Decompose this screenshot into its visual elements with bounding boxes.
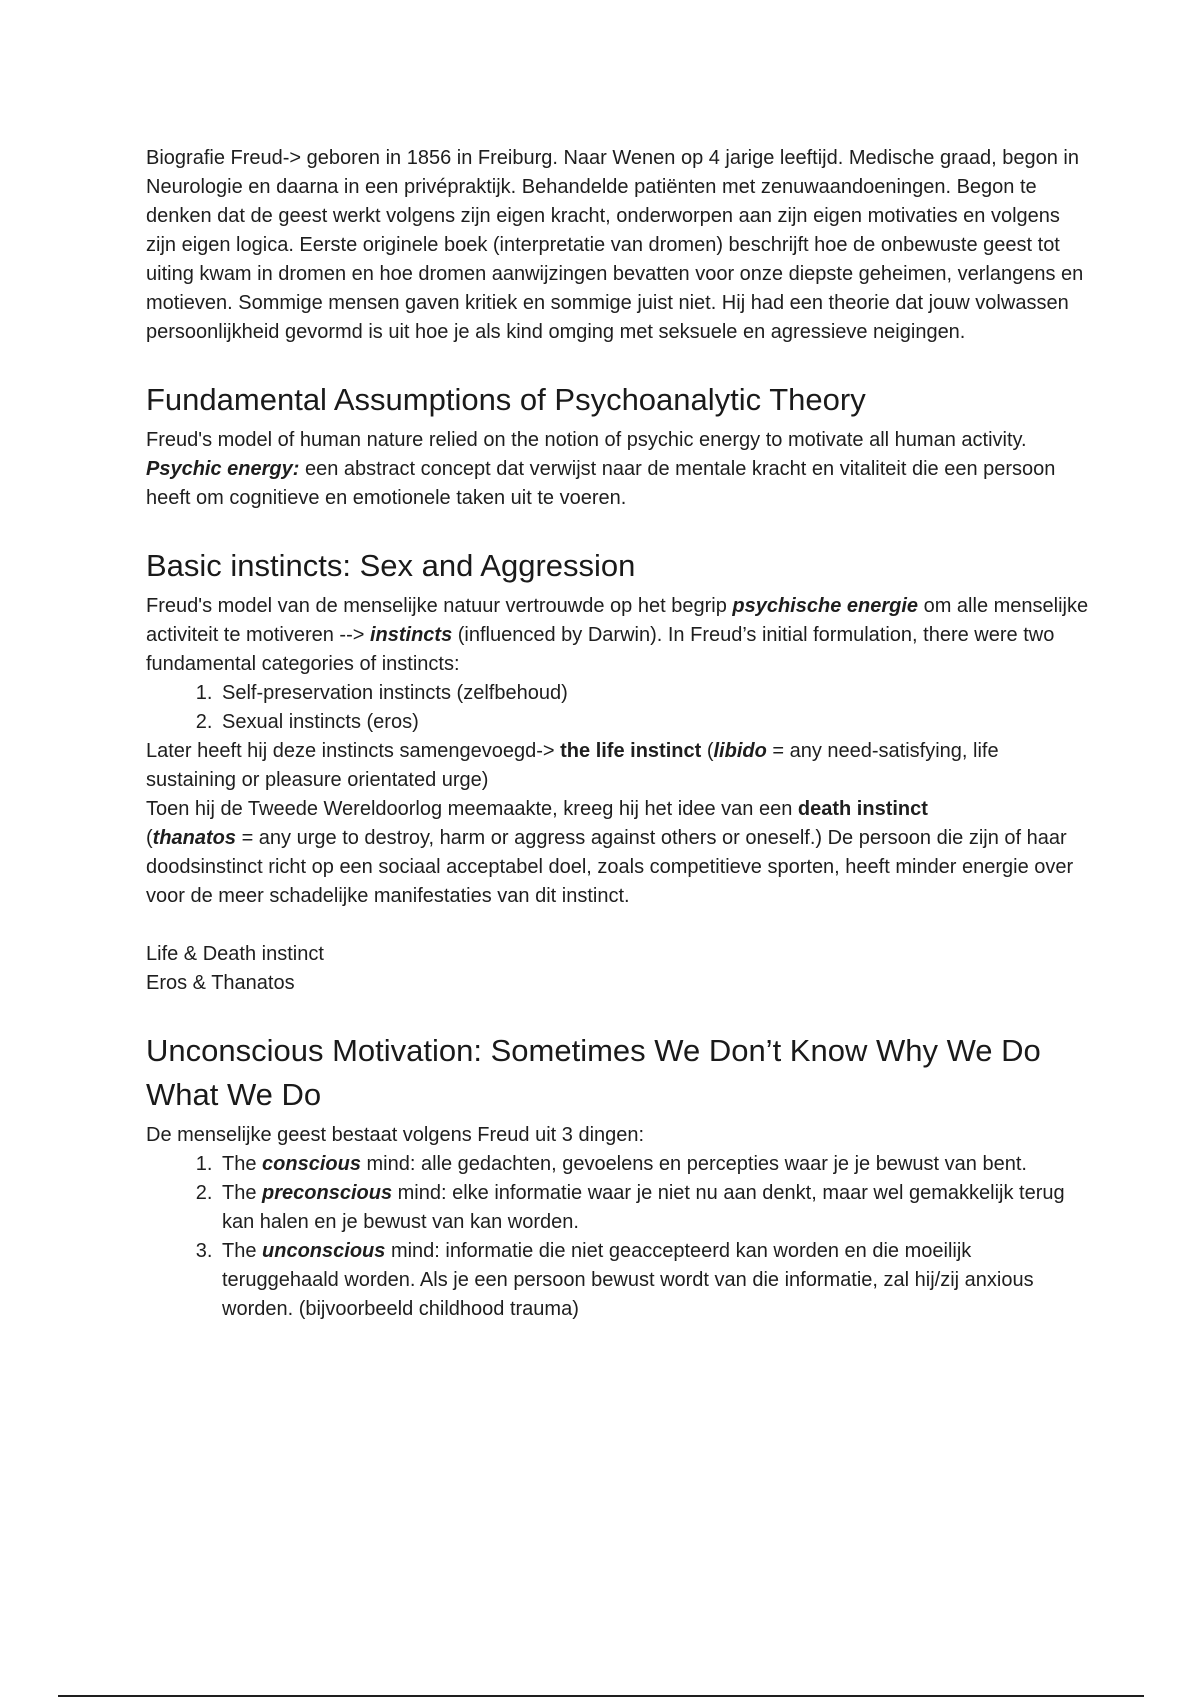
term-life-instinct: the life instinct: [560, 740, 702, 762]
term-psychic-energy: Psychic energy:: [146, 458, 300, 480]
instinct-categories-list: [146, 679, 1090, 737]
term-death-instinct: death instinct: [797, 798, 928, 820]
heading-unconscious-motivation: Unconscious Motivation: Sometimes We Don’t Know Why We Do What We Do: [146, 1033, 1041, 1112]
term-unconscious: unconscious: [262, 1240, 386, 1262]
term-thanatos: thanatos: [152, 827, 237, 849]
page-bottom-rule: [58, 1695, 1144, 1697]
mind-intro: De menselijke geest bestaat volgens Freud uit 3 dingen:: [146, 1124, 645, 1146]
term-preconscious: preconscious: [262, 1182, 393, 1204]
life-death-line: Life & Death instinct: [146, 943, 324, 965]
heading-fundamental-assumptions: Fundamental Assumptions of Psychoanalytic Theory: [146, 382, 866, 417]
life-instinct-paragraph: Later heeft hij deze instincts samengevoegd-> the life instinct (libido = any need-satisfying, life sustaining or pleasure orientated urge): [146, 740, 999, 791]
list-item: 2. The preconscious mind: elke informatie waar je niet nu aan denkt, maar wel gemakkelijk terug kan halen en je bewust van kan worden.: [218, 1179, 1090, 1237]
term-instincts: instincts: [369, 624, 453, 646]
term-psychische-energie: psychische energie: [732, 595, 919, 617]
list-item: 2. Sexual instincts (eros): [218, 708, 1090, 737]
eros-thanatos-line: Eros & Thanatos: [146, 972, 295, 994]
death-instinct-paragraph: Toen hij de Tweede Wereldoorlog meemaakte, kreeg hij het idee van een death instinct (thanatos = any urge to destroy, harm or aggress against others or oneself.) De persoon die zijn of haar doodsinstinct richt op een sociaal acceptabel doel, zoals competitieve sporten, heeft minder energie over voor de meer schadelijke manifestaties van dit instinct.: [146, 798, 1074, 907]
term-libido: libido: [713, 740, 767, 762]
heading-basic-instincts: Basic instincts: Sex and Aggression: [146, 548, 636, 583]
psychic-energy-paragraph: Freud's model of human nature relied on the notion of psychic energy to motivate all human activity. Psychic energy: een abstract concept dat verwijst naar de mentale kracht en vitaliteit die een persoon heeft om cognitieve en emotionele taken uit te voeren.: [146, 429, 1056, 509]
list-item: 1. Self-preservation instincts (zelfbehoud): [218, 679, 1090, 708]
biography-paragraph: Biografie Freud-> geboren in 1856 in Freiburg. Naar Wenen op 4 jarige leeftijd. Medische graad, begon in Neurologie en daarna in een privépraktijk. Behandelde patiënten met zenuwaandoeningen. Begon te denken dat de geest werkt volgens zijn eigen kracht, onderworpen aan zijn eigen motivaties en volgens zijn eigen logica. Eerste originele boek (interpretatie van dromen) beschrijft hoe de onbewuste geest tot uiting kwam in dromen en hoe dromen aanwijzingen bevatten voor onze diepste geheimen, verlangens en motieven. Sommige mensen gaven kritiek en sommige juist niet. Hij had een theorie dat jouw volwassen persoonlijkheid gevormd is uit hoe je als kind omging met seksuele en agressieve neigingen.: [146, 147, 1084, 343]
document-page: [146, 144, 1090, 1324]
list-item: 1. The conscious mind: alle gedachten, gevoelens en percepties waar je je bewust van bent.: [218, 1150, 1090, 1179]
mind-levels-list: [146, 1150, 1090, 1324]
list-item: 3. The unconscious mind: informatie die niet geaccepteerd kan worden en die moeilijk teruggehaald worden. Als je een persoon bewust wordt van die informatie, zal hij/zij anxious worden. (bijvoorbeeld childhood trauma): [218, 1237, 1090, 1324]
term-conscious: conscious: [262, 1153, 361, 1175]
instincts-paragraph: Freud's model van de menselijke natuur vertrouwde op het begrip psychische energie om alle menselijke activiteit te motiveren --> instincts (influenced by Darwin). In Freud’s initial formulation, there were two fundamental categories of instincts:: [146, 595, 1089, 675]
